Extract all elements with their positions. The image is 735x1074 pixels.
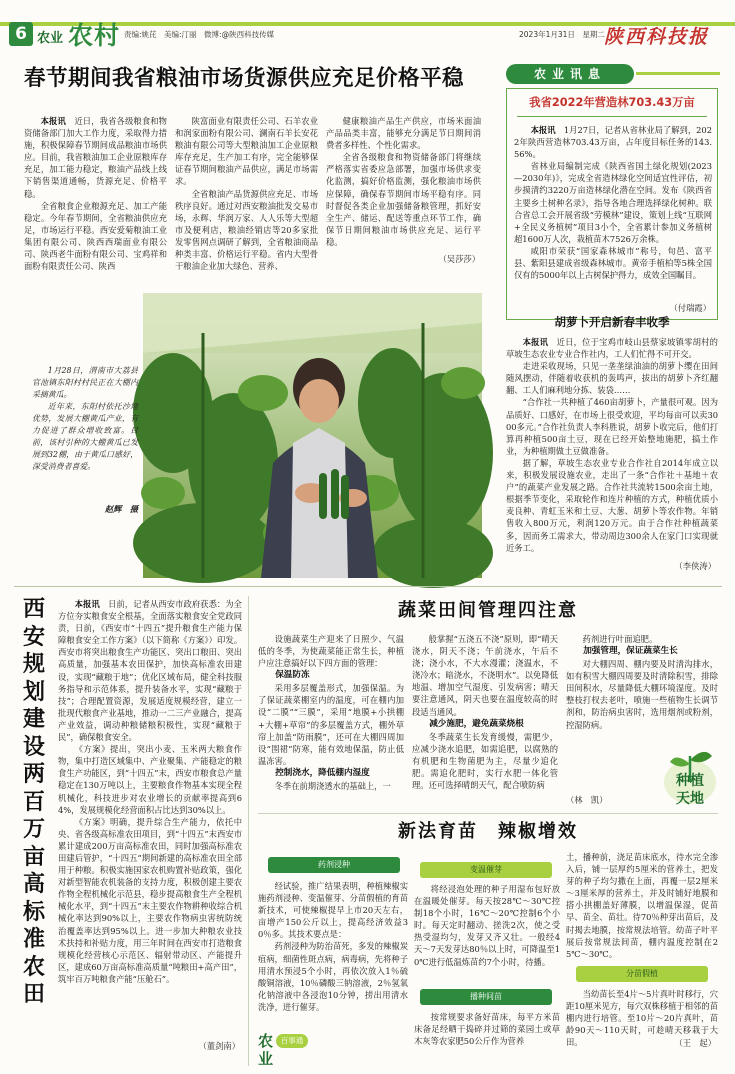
veg-col-2: 般掌握“五浇五不浇”原则，即“晴天浇水，阴天不浇；午前浇水，午后不浇；浇小水，不大水漫灌；浇温水，不浇冷水；暗浇水，不浇明水”。以免降低地温、增加空气湿度、引发病害；晴天要注意通风，阴天也要在温度较高的时段适当通风。 减少施肥，避免蔬菜烧根 冬季蔬菜生长发育缓慢，需肥少，应减少浇水追肥，如需追肥，以腐熟的有机肥和生物菌肥为主，尽量少追化肥。需追化肥时，实行水肥一体化管理。还可选择晴朗天气，配合喷防病 — [412, 634, 558, 791]
briefs-banner-stripe — [636, 72, 720, 75]
lead-col-2: 陕富面业有限责任公司、石羊农业和润家面粉有限公司、澜南石羊长安花粮油有限公司等大型粮油加工企业原粮库存充足，生产加工有序，完全能够保证春节期间粮油产品供应，满足市场需求。 全省粮油产品货源供应充足、市场秩序良好。通过对西安粮油批发交易市场，永辉、华润万家、人人乐等大型超市及便利店，粮油经销店等20多家批发零售网点调研了解到，全省粮油商品种类丰富、价格运行平稳。省内大型骨干粮油企业加大绿色、营养、 — [175, 116, 318, 272]
lead-byline: （吴莎莎） — [438, 254, 480, 264]
page-header — [0, 0, 735, 58]
farm-tips-line2: 业 — [258, 1050, 274, 1068]
planting-badge-line2: 天地 — [676, 791, 704, 807]
planting-badge — [660, 742, 720, 812]
column-divider — [248, 596, 249, 1066]
veg-headline: 蔬菜田间管理四注意 — [398, 600, 578, 621]
pepper-col-2: 将经浸泡处理的种子用湿布包好放在温暖处催芽。每天按28℃～30℃控制18个小时，16℃～20℃控制6个小时。每天定时翻动、搓洗2次，使之受热受湿均匀，发芽又齐又壮。一般经4天～7天发芽达80％以上时，可降温至10℃进行低温炼苗约7个小时，待播。 — [414, 884, 560, 967]
veg-byline: （林 凯） — [566, 795, 608, 805]
photo-credit: 赵辉 摄 — [104, 504, 138, 514]
brief1-box — [506, 88, 718, 320]
planting-badge-line1: 种植 — [676, 773, 704, 789]
photo-caption-text: 1月28日，渭南市大荔县官池镇东阳村村民正在大棚内采摘黄瓜。 近年来，东阳村依托沙地优势，发展大棚黄瓜产业，有力促进了群众增收致富。目前，该村引种的大棚黄瓜已发展到32棚，由于黄瓜口感好，深受消费者喜爱。 — [32, 366, 138, 471]
header-meta: 责编:姚芘 美编:汀丽 微博:@陕西科技传媒 — [124, 30, 275, 39]
veg-col-1: 设施蔬菜生产迎来了日照少、气温低的冬季，为使蔬菜能正常生长，种植户应注意搞好以下四方面的管理： 保温防冻 采用多层覆盖形式，加强保温。为了保证蔬菜棚室内的温度，可在棚内加设“二膜”“三膜”，采用“地膜+小拱棚+大棚+草帘”的多层覆盖方式，棚外草帘上加盖“防雨膜”，还可在大棚四周加设“围裙”防寒，能有效地保温，防止低温冻害。 控制浇水，降低棚内湿度 冬季在前期浇透水的基础上，一 — [258, 634, 404, 791]
middle-divider — [14, 586, 722, 587]
veg-col-3: 药剂进行叶面追肥。 加强管理，保证蔬菜生长 对大棚四周、棚内要及时清沟排水，如有积雪大棚四周要及时清除积雪，排除田间积水，尽量降低大棚环境湿度。及时整枝打杈去老叶，喷施一些植物生长调节剂和，防治病虫害时，选用烟剂或粉剂，控湿防病。 — [566, 634, 718, 730]
pepper-tag-sow: 播种间苗 — [420, 989, 552, 1005]
brief1-byline: （付瑞霞） — [669, 303, 711, 313]
section-label: 农业 — [37, 31, 64, 46]
pepper-tag-germ: 变温催芽 — [420, 862, 552, 878]
pepper-col-1: 经试验，推广结果表明，种植辣椒实施药剂浸种、变温催芽、分苗假植的育苗新技术，可使辣椒提早上市20天左右，亩增产150公斤以上，提高经济效益30％多。其技术要点是： 药剂浸种为防治苗死，多发的辣椒炭疽病，细菌性斑点病，病毒病，先将种子用清水预浸5个小时，再依次放入1％硫酸铜溶液，10％磷酸三钠溶液，2％氢氧化钠溶液中各浸泡10分钟，捞出用清水洗净，进行催芽。 — [258, 881, 408, 1012]
briefs-banner-label: 农业讯息 — [533, 67, 606, 81]
brief1-title: 我省2022年营造林703.43万亩 — [529, 96, 695, 109]
xian-body: 本报讯 日前，记者从西安市政府获悉：为全方位夯实粮食安全根基，全面落实粮食安全党政同责，日前，《西安市“十四五”提升粮食生产能力保障粮食安全工作方案》（以下简称《方案》）印发。西安市将突出粮食生产功能区、突出口粮田、突出高质量，加强基本农田保护，加快高标准农田建设，实现“藏粮于地”；优化区域布局，健全科技服务指导和示范体系，提升装备水平，实现“藏粮于技”；合理配置资源，发展适度规模经营，建立一批现代粮食产业基地，推动一二三产业融合，提高产业效益，调动种粮储粮积极性，实现“藏粮于民”，确保粮食安全。 《方案》提出，突出小麦、玉米两大粮食作物，集中打造区域集中、产业聚集、产能稳定的粮食生产功能区，到“十四五”末，西安市粮食总产量稳定在130万吨以上，主要粮食作物基本实现全程机械化，科技进步对农业增长的贡献率提高到64%，发展规模化经营面积占比达到30%以上。 《方案》明确，提升综合生产能力，依托中央、省各级高标准农田项目，到“十四五”末西安市累计建成200万亩高标准农田，同时加强高标准农田建后管护，“十四五”期间新建的高标准农田全部用于种粮。积极实施国家农机购置补贴政策，强化对新型智能农机装备的支持力度，积极创建主要农作物全程机械化示范县，稳步提高粮食生产全程机械化水平，到“十四五”末主要农作物耕种收综合机械化率达到90%以上，主要农作物病虫害统防统治覆盖率达到95%以上。进一步加大种粮农业技术扶持和补贴力度，用三年时间在西安市打造粮食规模化经营核心示范区、辐射带动区、产能提升区，建成60万亩高标准高质量“吨粮田+高产田”，筑牢百万吨粮食产能“压舱石”。 — [58, 599, 242, 984]
pepper-col-1b — [310, 1012, 408, 1072]
pepper-tag-transplant: 分苗假植 — [576, 966, 708, 982]
brief2-title: 胡萝卜开启新春丰收季 — [554, 315, 670, 329]
lead-col-3: 健康粮油产品生产供应，市场米面油产品品类丰富，能够充分满足节日期间消费者多样性、个性化需求。 全省各级粮食和物资储备部门将继续严格落实省委应急部署，加强市场供求变化监测，搞好价格监测，强化粮油市场供应保障，确保春节期间市场平稳有序。同时督促各类企业加强储备粮管理，抓好安全生产、储运、配送等重点环节工作，确保节日期间粮油市场供应充足、运行平稳。 — [326, 116, 481, 247]
pepper-headline: 新法育苗 辣椒增效 — [398, 821, 578, 842]
section-big-title: 农村 — [68, 21, 121, 50]
photo-caption-box — [24, 293, 141, 578]
farm-tips-badge — [258, 1030, 308, 1070]
brief2-body: 本报讯 近日，位于宝鸡市岐山县蔡家坡镇零胡村的草坡生态农业专业合作社内，工人们忙得不可开交。 走进采收现场，只见一垄垄绿油油的胡萝卜缨在田间随风摆动，伴随着收获机的轰鸣声，拔出的胡萝卜齐红翻翻、工人们麻利地分拣、装袋…… “合作社一共种植了460亩胡萝卜，产量很可观。因为品质好、口感好，在市场上很受欢迎，平均每亩可以卖3000多元。”合作社负责人李科胜说，胡萝卜收完后，他们打算再种植500亩土豆，现在已经开始整地施肥，搞土作业，为种植期做土豆做准备。 据了解，草坡生态农业专业合作社自2014年成立以来，积极发展设施农业，走出了一条“合作社＋基地＋农户”的蔬菜产业发展之路。合作社共流转1500余亩土地，根据季节变化，采取轮作和连片种植的方式，种植优质小麦良种、青虹玉米和土豆、大葱、胡萝卜等农作物。年销售收入800万元，利润120万元。由于合作社种植蔬菜多，因而务工需求大，带动周边300余人在家门口实现就近务工。 — [506, 337, 718, 553]
pepper-tag-soak: 药剂浸种 — [268, 857, 400, 873]
farm-tips-line1: 农 — [258, 1032, 274, 1050]
pepper-col-3b: 当幼苗长至4片～5片真叶时移行，穴距10厘米见方，每穴双株移植于相邻的苗棚内进行培管。至10片～20片真叶，苗龄90天～110天时，可趁晴天移栽于大田。 — [566, 989, 718, 1048]
lead-col-1: 本报讯 近日，我省各级粮食和物资储备部门加大工作力度，采取得力措施，积极保障春节期间成品粮油市场供应。目前，我省粮油加工企业原粮库存充足，加工能力稳定，粮油产品线上线下销售渠道通畅，货源充足、价格平稳。 全省粮食企业粮源充足、加工产能稳定。今年春节期间，全省粮油供应充足，市场运行平稳。西安爱菊粮油工业集团有限公司、陕西西瑞面业有限公司、陕西老牛面粉有限公司、宝鸡祥和面粉有限责任公司、陕西 — [24, 116, 167, 272]
veg-divider — [258, 813, 718, 814]
greenhouse-illustration — [143, 293, 482, 578]
xian-byline: （董剑南） — [198, 1041, 240, 1051]
xian-headline: 西安规划建设两百万亩高标准农田 — [22, 597, 45, 1007]
page-number-badge: 6 — [9, 22, 33, 46]
pepper-byline: （王 起） — [674, 1038, 716, 1048]
pepper-col-3: 土，播种前，浇足苗床底水，待水完全渗入后，铺一层厚约5厘米的营养土，把发芽的种子均匀撒在上面，再覆一层2厘米～3厘米厚的营养土，并及时铺好地膜和搭小拱棚盖好薄膜，以增温保湿，促苗早、苗全、苗壮。待70％种芽出苗后，及时揭去地膜，按常规法培管。幼苗子叶平展后按常规法间苗，棚内温度控制在25℃～30℃。 — [566, 852, 718, 959]
brief1-body: 本报讯 1月27日，记者从省林业局了解到，2022年陕西营造林703.43万亩，占年度目标任务的143.56%。 省林业局编制完成《陕西省国土绿化规划(2023—2030年)》，完成全省造林绿化空间适宜性评估，初步摸清约3220万亩造林绿化潜在空间。发布《陕西省主要乡土树种名录》，指导各地合理选择绿化树种。联合省总工会开展省级“劳模林”建设，策划上线“互联网+全民义务植树”项目3小个，全省累计参加义务植树超1600万人次，栽植苗木7526万余株。 咸阳市荣获“国家森林城市”称号，旬邑、富平县、紫阳县建成省级森林城市。黄帝手植柏等5株全国仅有的5000年以上古树保护得力，成效全国瞩目。 — [514, 125, 712, 281]
brief1-title-rule — [517, 116, 707, 117]
pepper-col-2b: 按常规要求备好苗床，每平方米苗床备足经晒干捣碎并过筛的菜园土或草木灰等农家肥50公斤作为营养 — [414, 1012, 560, 1047]
farmer-cucumber-photo — [143, 293, 482, 578]
brief2-byline: （李侠涛） — [674, 561, 716, 571]
lead-headline: 春节期间我省粮油市场货源供应充足价格平稳 — [24, 66, 465, 91]
farm-tips-tag: 百事通 — [276, 1034, 308, 1048]
masthead-logo: 陕西科技报 — [604, 26, 710, 48]
header-date: 2023年1月31日 星期二 — [519, 30, 605, 39]
